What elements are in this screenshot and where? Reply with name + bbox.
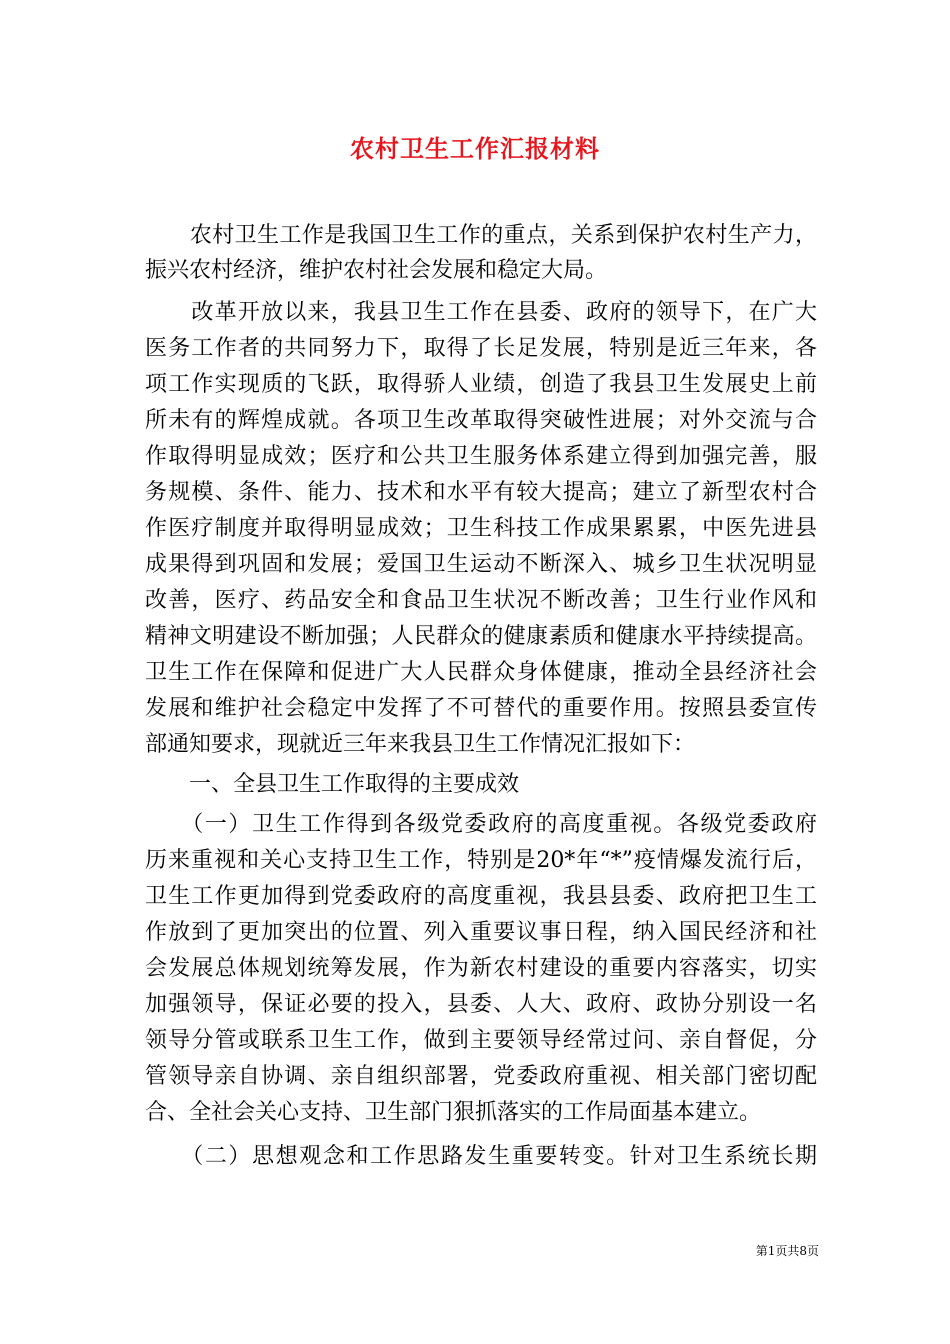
body-line: 领导分管或联系卫生工作，做到主要领导经常过问、亲自督促，分 — [145, 1028, 817, 1053]
body-line: 改革开放以来，我县卫生工作在县委、政府的领导下，在广大 — [145, 300, 817, 325]
body-line: （一）卫生工作得到各级党委政府的高度重视。各级党委政府 — [145, 812, 817, 837]
body-line: 卫生工作更加得到党委政府的高度重视，我县县委、政府把卫生工 — [145, 884, 817, 909]
body-line: 合、全社会关心支持、卫生部门狠抓落实的工作局面基本建立。 — [145, 1100, 762, 1125]
body-line: 改善，医疗、药品安全和食品卫生状况不断改善；卫生行业作风和 — [145, 588, 817, 613]
body-line: （二）思想观念和工作思路发生重要转变。针对卫生系统长期 — [145, 1144, 817, 1169]
document-title: 农村卫生工作汇报材料 — [350, 134, 600, 163]
body-line: 作取得明显成效；医疗和公共卫生服务体系建立得到加强完善，服 — [145, 444, 817, 469]
body-line: 医务工作者的共同努力下，取得了长足发展，特别是近三年来，各 — [145, 336, 817, 361]
body-line: 管领导亲自协调、亲自组织部署，党委政府重视、相关部门密切配 — [145, 1064, 817, 1089]
body-line: 发展和维护社会稳定中发挥了不可替代的重要作用。按照县委宣传 — [145, 696, 817, 721]
body-line: 振兴农村经济，维护农村社会发展和稳定大局。 — [145, 258, 608, 283]
body-line: 务规模、条件、能力、技术和水平有较大提高；建立了新型农村合 — [145, 480, 817, 505]
body-line: 项工作实现质的飞跃，取得骄人业绩，创造了我县卫生发展史上前 — [145, 372, 817, 397]
body-line: 作医疗制度并取得明显成效；卫生科技工作成果累累，中医先进县 — [145, 516, 817, 541]
body-line: 所未有的辉煌成就。各项卫生改革取得突破性进展；对外交流与合 — [145, 408, 817, 433]
body-line: 部通知要求，现就近三年来我县卫生工作情况汇报如下： — [145, 732, 696, 757]
body-line: 作放到了更加突出的位置、列入重要议事日程，纳入国民经济和社 — [145, 920, 817, 945]
body-line: 加强领导，保证必要的投入，县委、人大、政府、政协分别设一名 — [145, 992, 817, 1017]
body-line: 精神文明建设不断加强；人民群众的健康素质和健康水平持续提高。 — [145, 624, 817, 649]
body-line: 历来重视和关心支持卫生工作，特别是20*年“*”疫情爆发流行后， — [145, 848, 817, 873]
body-line: 会发展总体规划统筹发展，作为新农村建设的重要内容落实，切实 — [145, 956, 817, 981]
section-heading: 一、全县卫生工作取得的主要成效 — [145, 772, 520, 797]
body-line: 农村卫生工作是我国卫生工作的重点，关系到保护农村生产力， — [145, 223, 817, 248]
page-number: 第1页共8页 — [755, 1244, 819, 1258]
body-line: 成果得到巩固和发展；爱国卫生运动不断深入、城乡卫生状况明显 — [145, 552, 817, 577]
body-line: 卫生工作在保障和促进广大人民群众身体健康，推动全县经济社会 — [145, 660, 817, 685]
